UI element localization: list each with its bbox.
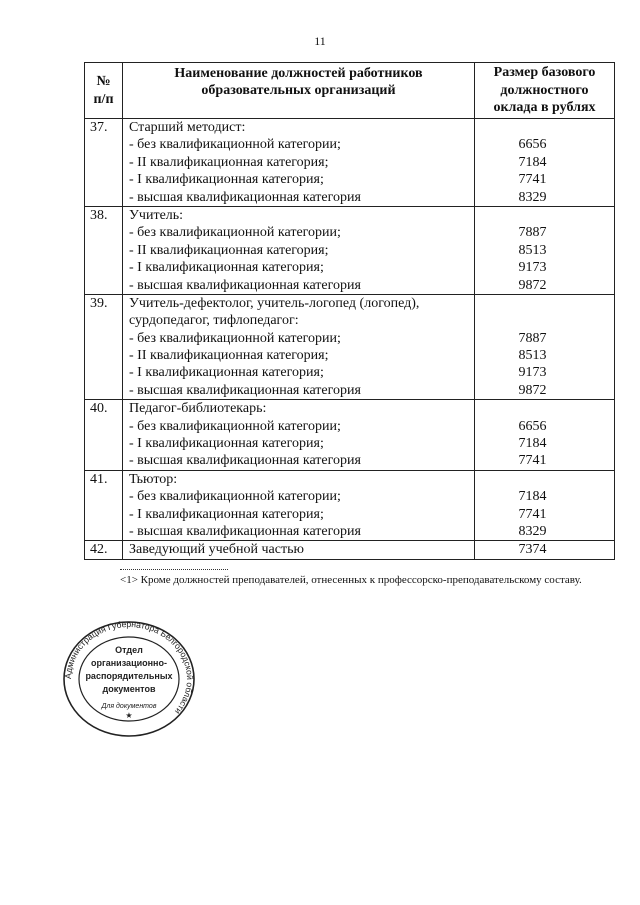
- stamp-ring-text: Администрация Губернатора Белгородской области: [62, 620, 196, 717]
- row-number: 41.: [85, 470, 123, 541]
- salary-value: 8329: [518, 523, 547, 539]
- salary-value: 7741: [518, 453, 547, 469]
- position-name-line: сурдопедагог, тифлопедагог:: [129, 313, 299, 329]
- position-name-line: Педагог-библиотекарь:: [129, 401, 267, 417]
- position-name-line: - без квалификационной категории;: [129, 137, 341, 153]
- salary-value: 7741: [518, 172, 547, 188]
- position-name: [123, 470, 475, 541]
- salary-value: [475, 312, 590, 329]
- position-name-line: - высшая квалификационная категория: [129, 189, 361, 205]
- header-size-line: оклада в рублях: [493, 100, 596, 116]
- header-number: [85, 63, 123, 119]
- header-size-line: Размер базового: [493, 65, 596, 81]
- table-row: [85, 400, 615, 471]
- table-row: [85, 470, 615, 541]
- salary-value: 7887: [518, 225, 547, 241]
- position-name-line: - без квалификационной категории;: [129, 225, 341, 241]
- row-number: 37.: [85, 119, 123, 207]
- salary-value: 7184: [518, 489, 547, 505]
- salary-value: [475, 119, 590, 136]
- position-name: [123, 119, 475, 207]
- salary-value: 9173: [518, 365, 547, 381]
- salary-values: [475, 119, 615, 207]
- position-name-line: - I квалификационная категория;: [129, 365, 324, 381]
- header-position-name: [123, 63, 475, 119]
- position-name: [123, 206, 475, 294]
- stamp-center-line: Отдел: [115, 645, 143, 655]
- position-name-line: - без квалификационной категории;: [129, 489, 341, 505]
- stamp-center-line: организационно-: [90, 658, 168, 668]
- stamp-bottom-text: Для документов: [101, 703, 157, 710]
- position-name-line: - I квалификационная категория;: [129, 172, 324, 188]
- row-number: 42.: [85, 541, 123, 559]
- official-stamp: [62, 620, 196, 738]
- salary-value: 9173: [518, 260, 547, 276]
- position-name-line: - I квалификационная категория;: [129, 436, 324, 452]
- stamp-center-line: документов: [102, 684, 156, 694]
- salary-value: 8329: [518, 189, 547, 205]
- salary-value: 6656: [518, 137, 547, 153]
- position-name-line: - высшая квалификационная категория: [129, 382, 361, 398]
- table-body: [85, 119, 615, 560]
- position-name-line: Учитель:: [129, 207, 184, 223]
- position-name-line: - II квалификационная категория;: [129, 242, 329, 258]
- page-number: 11: [314, 34, 326, 48]
- row-number: 40.: [85, 400, 123, 471]
- header-name-line: образовательных организаций: [201, 83, 396, 99]
- salary-value: 9872: [518, 277, 547, 293]
- salary-value: 7374: [518, 542, 547, 558]
- position-name-line: - I квалификационная категория;: [129, 260, 324, 276]
- row-number: 39.: [85, 294, 123, 399]
- position-name-line: - без квалификационной категории;: [129, 418, 341, 434]
- salary-values: [475, 541, 615, 559]
- header-number-line: п/п: [93, 91, 114, 107]
- salary-value: [475, 400, 590, 417]
- salary-value: 9872: [518, 382, 547, 398]
- position-name-line: - II квалификационная категория;: [129, 348, 329, 364]
- salary-values: [475, 400, 615, 471]
- salary-value: [475, 471, 590, 488]
- salary-values: [475, 294, 615, 399]
- position-name-line: - I квалификационная категория;: [129, 506, 324, 522]
- salary-value: 8513: [518, 242, 547, 258]
- position-name-line: - высшая квалификационная категория: [129, 523, 361, 539]
- position-name-line: - высшая квалификационная категория: [129, 277, 361, 293]
- row-number: 38.: [85, 206, 123, 294]
- table-row: [85, 541, 615, 559]
- footnote: <1> Кроме должностей преподавателей, отнесенных к профессорско-преподавательскому составу.: [120, 574, 582, 586]
- stamp-center-line: распорядительных: [85, 671, 173, 681]
- header-size-line: должностного: [500, 82, 589, 98]
- salary-values: [475, 206, 615, 294]
- header-salary-size: [475, 63, 615, 119]
- header-name-line: Наименование должностей работников: [174, 66, 423, 81]
- table-row: [85, 119, 615, 207]
- position-name-line: Старший методист:: [129, 120, 246, 135]
- star-icon: ★: [125, 711, 133, 720]
- salary-value: 7184: [518, 154, 547, 170]
- salary-value: 8513: [518, 348, 547, 364]
- salary-value: 7887: [518, 330, 547, 346]
- table-row: [85, 206, 615, 294]
- header-number-line: №: [96, 74, 111, 90]
- position-name: [123, 541, 475, 559]
- position-name-line: Тьютор:: [129, 471, 178, 487]
- position-name: [123, 294, 475, 399]
- position-name-line: Заведующий учебной частью: [129, 542, 304, 558]
- salary-values: [475, 470, 615, 541]
- position-name: [123, 400, 475, 471]
- salary-table: [84, 62, 615, 560]
- position-name-line: Учитель-дефектолог, учитель-логопед (логопед),: [129, 295, 420, 311]
- salary-value: 6656: [518, 418, 547, 434]
- position-name-line: - высшая квалификационная категория: [129, 453, 361, 469]
- footnote-divider: [120, 569, 228, 570]
- salary-value: [475, 295, 590, 312]
- table-row: [85, 294, 615, 399]
- position-name-line: - II квалификационная категория;: [129, 154, 329, 170]
- position-name-line: - без квалификационной категории;: [129, 330, 341, 346]
- salary-value: 7741: [518, 506, 547, 522]
- salary-value: 7184: [518, 436, 547, 452]
- salary-value: [475, 207, 590, 224]
- table-header-row: [85, 63, 615, 119]
